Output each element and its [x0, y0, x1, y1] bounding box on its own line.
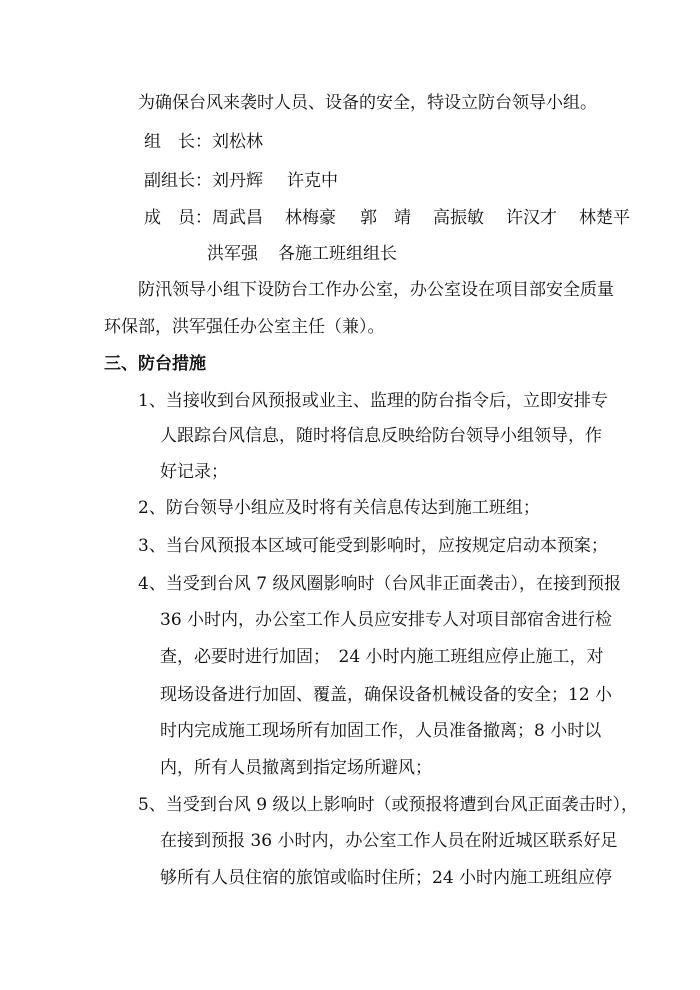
measure-3-line: 3、当台风预报本区域可能受到影响时，应按规定启动本预案；	[138, 536, 608, 556]
leader-label: 组 长：	[144, 132, 212, 152]
measure-1-line: 好记录；	[160, 462, 228, 482]
leader-row	[144, 131, 263, 153]
member-name: 各施工班组组长	[278, 244, 397, 264]
members-row	[144, 207, 630, 229]
measure-4-line: 现场设备进行加固、覆盖，确保设备机械设备的安全；12 小	[160, 685, 613, 705]
measure-5-line: 在接到预报 36 小时内，办公室工作人员在附近城区联系好足	[160, 831, 618, 851]
members-row-continued	[207, 243, 397, 265]
measure-4-line: 36 小时内，办公室工作人员应安排专人对项目部宿舍进行检	[160, 610, 613, 630]
member-name: 高振敏	[433, 208, 484, 228]
measure-4-line: 查，必要时进行加固； 24 小时内施工班组应停止施工，对	[160, 647, 604, 667]
measure-4-line: 4、当受到台风 7 级风圈影响时（台风非正面袭击），在接到预报	[138, 574, 621, 594]
member-name: 林梅豪	[285, 208, 336, 228]
member-name: 洪军强	[207, 244, 258, 264]
measure-1-line: 1、当接收到台风预报或业主、监理的防台指令后，立即安排专	[138, 391, 608, 411]
deputy-row	[144, 170, 338, 192]
member-name: 郭 靖	[360, 208, 411, 228]
deputy-name: 许克中	[287, 171, 338, 191]
office-paragraph-line: 环保部，洪军强任办公室主任（兼）。	[104, 317, 385, 337]
member-name: 林楚平	[579, 208, 630, 228]
measure-4-line: 内，所有人员撤离到指定场所避风；	[160, 758, 432, 778]
section-heading: 三、防台措施	[104, 354, 206, 374]
deputy-name: 刘丹辉	[212, 171, 263, 191]
member-name: 周武昌	[212, 208, 263, 228]
measure-5-line: 够所有人员住宿的旅馆或临时住所；24 小时内施工班组应停	[160, 868, 613, 888]
measure-4-line: 时内完成施工现场所有加固工作，人员准备撤离；8 小时以	[160, 721, 602, 741]
measure-1-line: 人跟踪台风信息，随时将信息反映给防台领导小组领导，作	[160, 426, 602, 446]
leader-name: 刘松林	[212, 132, 263, 152]
members-label: 成 员：	[144, 208, 212, 228]
measure-2-line: 2、防台领导小组应及时将有关信息传达到施工班组；	[138, 498, 540, 518]
office-paragraph-line: 防汛领导小组下设防台工作办公室，办公室设在项目部安全质量	[138, 280, 614, 300]
member-name: 许汉才	[506, 208, 557, 228]
measure-5-line: 5、当受到台风 9 级以上影响时（或预报将遭到台风正面袭击时），	[138, 795, 638, 815]
deputy-label: 副组长：	[144, 171, 212, 191]
intro-paragraph: 为确保台风来袭时人员、设备的安全，特设立防台领导小组。	[138, 93, 597, 113]
